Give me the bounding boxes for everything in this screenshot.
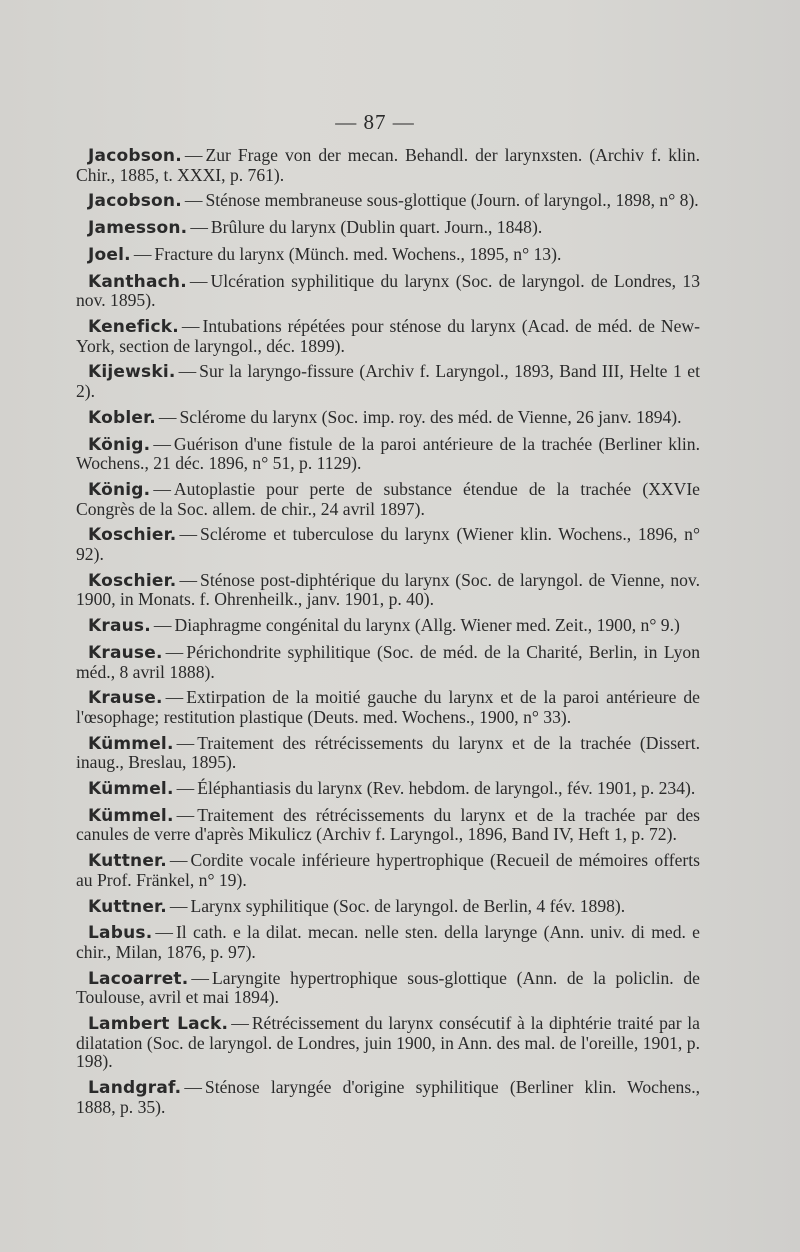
entry-text: Larynx syphilitique (Soc. de laryngol. de Berlin, 4 fév. 1898).	[190, 895, 626, 916]
entry-author: Kümmel.	[88, 733, 174, 754]
entry-text: Fracture du larynx (Münch. med. Wochens., 1895, n° 13).	[154, 243, 562, 264]
entry-author: Kraus.	[88, 616, 151, 637]
bibliography-entry: Kümmel. — Traitement des rétrécissements du larynx et de la trachée (Dissert. inaug., Breslau, 1895).	[76, 732, 700, 773]
bibliography-entry: Krause. — Extirpation de la moitié gauche du larynx et de la paroi antérieure de l'œsophage; restitution plastique (Deuts. med. Wochens., 1900, n° 33).	[76, 687, 700, 727]
entry-author: Kenefick.	[88, 317, 179, 338]
bibliography-entry: Koschier. — Sténose post-diphtérique du larynx (Soc. de laryngol. de Vienne, nov. 1900, in Monats. f. Ohrenheilk., janv. 1901, p. 40).	[76, 569, 700, 610]
entry-text: Sur la laryngo-fissure (Archiv f. Laryngol., 1893, Band III, Helte 1 et 2).	[76, 361, 700, 402]
bibliography-entry: Labus. — Il cath. e la dilat. mecan. nelle sten. della larynge (Ann. univ. di med. e chir., Milan, 1876, p. 97).	[76, 922, 700, 962]
entry-author: Kümmel.	[88, 805, 174, 826]
entry-author: Lacoarret.	[88, 968, 189, 989]
bibliography-entry: Koschier. — Sclérome et tuberculose du larynx (Wiener klin. Wochens., 1896, n° 92).	[76, 524, 700, 564]
bibliography-entry: Kijewski. — Sur la laryngo-fissure (Archiv f. Laryngol., 1893, Band III, Helte 1 et 2).	[76, 361, 700, 402]
entry-author: Landgraf.	[88, 1078, 182, 1099]
entry-text: Traitement des rétrécissements du larynx et de la trachée (Dissert. inaug., Breslau, 1895).	[76, 732, 700, 773]
entry-author: Joel.	[88, 244, 131, 265]
entry-text: Traitement des rétrécissements du larynx et de la trachée par des canules de verre d'après Mikulicz (Archiv f. Laryngol., 1896, Band IV, Heft 1, p. 72).	[76, 804, 700, 845]
bibliography-entry: Kenefick. — Intubations répétées pour sténose du larynx (Acad. de méd. de New-York, section de laryngol., déc. 1899).	[76, 316, 700, 356]
entry-text: Périchondrite syphilitique (Soc. de méd. de la Charité, Berlin, in Lyon méd., 8 avril 1888).	[76, 641, 700, 682]
entry-author: Kuttner.	[88, 851, 167, 872]
entry-text: Sténose post-diphtérique du larynx (Soc. de laryngol. de Vienne, nov. 1900, in Monats. f. Ohrenheilk., janv. 1901, p. 40).	[76, 569, 700, 610]
entry-text: Cordite vocale inférieure hypertrophique (Recueil de mémoires offerts au Prof. Fränkel, n° 19).	[76, 850, 700, 890]
entry-author: Jacobson.	[88, 191, 182, 212]
entry-author: Kanthach.	[88, 271, 187, 292]
entry-text: Laryngite hypertrophique sous-glottique (Ann. de la policlin. de Toulouse, avril et mai 1894).	[76, 967, 700, 1008]
bibliography-list	[76, 146, 700, 1123]
bibliography-entry: Kuttner. — Cordite vocale inférieure hypertrophique (Recueil de mémoires offerts au Prof. Fränkel, n° 19).	[76, 850, 700, 890]
bibliography-entry: Jacobson. — Zur Frage von der mecan. Behandl. der larynxsten. (Archiv f. klin. Chir., 1885, t. XXXI, p. 761).	[76, 145, 700, 185]
entry-text: Rétrécissement du larynx consécutif à la diphtérie traité par la dilatation (Soc. de laryngol. de Londres, juin 1900, in Ann. des mal. de l'oreille, 1901, p. 198).	[76, 1013, 700, 1072]
entry-author: Jamesson.	[88, 218, 188, 239]
entry-author: Krause.	[88, 688, 163, 709]
entry-text: Zur Frage von der mecan. Behandl. der larynxsten. (Archiv f. klin. Chir., 1885, t. XXXI, p. 761).	[76, 145, 700, 185]
entry-author: Jacobson.	[88, 146, 182, 166]
entry-author: König.	[88, 434, 151, 455]
bibliography-entry: Kuttner. — Larynx syphilitique (Soc. de laryngol. de Berlin, 4 fév. 1898).	[88, 895, 626, 917]
bibliography-entry: Joel. — Fracture du larynx (Münch. med. Wochens., 1895, n° 13).	[88, 243, 562, 265]
entry-text: Autoplastie pour perte de substance étendue de la trachée (XXVIe Congrès de la Soc. allem. de chir., 24 avril 1897).	[76, 479, 700, 519]
entry-author: Krause.	[88, 642, 163, 663]
entry-text: Diaphragme congénital du larynx (Allg. Wiener med. Zeit., 1900, n° 9.)	[174, 615, 680, 636]
entry-text: Sténose laryngée d'origine syphilitique (Berliner klin. Wochens., 1888, p. 35).	[76, 1077, 700, 1117]
bibliography-entry: Kobler. — Sclérome du larynx (Soc. imp. roy. des méd. de Vienne, 26 janv. 1894).	[88, 406, 682, 428]
page-number: — 87 —	[335, 110, 415, 134]
entry-author: Kuttner.	[88, 896, 167, 917]
entry-author: Koschier.	[88, 570, 177, 591]
bibliography-entry: Kanthach. — Ulcération syphilitique du larynx (Soc. de laryngol. de Londres, 13 nov. 1895).	[76, 270, 700, 311]
entry-text: Guérison d'une fistule de la paroi antérieure de la trachée (Berliner klin. Wochens., 21 déc. 1896, n° 51, p. 1129).	[76, 433, 700, 474]
bibliography-entry: Lambert Lack. — Rétrécissement du larynx consécutif à la diphtérie traité par la dilatation (Soc. de laryngol. de Londres, juin 1900, in Ann. des mal. de l'oreille, 1901, p. 198).	[76, 1013, 700, 1072]
entry-text: Extirpation de la moitié gauche du larynx et de la paroi antérieure de l'œsophage; restitution plastique (Deuts. med. Wochens., 1900, n° 33).	[76, 687, 700, 727]
entry-text: Il cath. e la dilat. mecan. nelle sten. della larynge (Ann. univ. di med. e chir., Milan, 1876, p. 97).	[76, 922, 700, 962]
entry-author: Kijewski.	[88, 362, 176, 383]
bibliography-entry: Kümmel. — Traitement des rétrécissements du larynx et de la trachée par des canules de verre d'après Mikulicz (Archiv f. Laryngol., 1896, Band IV, Heft 1, p. 72).	[76, 804, 700, 845]
entry-author: Labus.	[88, 923, 153, 944]
bibliography-entry: Jacobson. — Sténose membraneuse sous-glottique (Journ. of laryngol., 1898, n° 8).	[88, 190, 699, 212]
entry-author: Kobler.	[88, 407, 156, 428]
entry-author: Kümmel.	[88, 779, 174, 800]
bibliography-entry: Krause. — Périchondrite syphilitique (Soc. de méd. de la Charité, Berlin, in Lyon méd., 8 avril 1888).	[76, 641, 700, 682]
entry-author: König.	[88, 480, 151, 500]
entry-text: Intubations répétées pour sténose du larynx (Acad. de méd. de New-York, section de laryngol., déc. 1899).	[76, 316, 700, 356]
entry-text: Brûlure du larynx (Dublin quart. Journ., 1848).	[210, 217, 543, 238]
entry-author: Lambert Lack.	[88, 1014, 229, 1035]
entry-author: Koschier.	[88, 525, 177, 546]
entry-text: Sténose membraneuse sous-glottique (Journ. of laryngol., 1898, n° 8).	[205, 190, 699, 211]
entry-text: Sclérome et tuberculose du larynx (Wiener klin. Wochens., 1896, n° 92).	[76, 524, 700, 564]
bibliography-entry: König. — Guérison d'une fistule de la paroi antérieure de la trachée (Berliner klin. Wochens., 21 déc. 1896, n° 51, p. 1129).	[76, 433, 700, 474]
bibliography-entry: Jamesson. — Brûlure du larynx (Dublin quart. Journ., 1848).	[88, 217, 543, 239]
entry-text: Éléphantiasis du larynx (Rev. hebdom. de laryngol., fév. 1901, p. 234).	[197, 778, 696, 799]
bibliography-entry: Lacoarret. — Laryngite hypertrophique sous-glottique (Ann. de la policlin. de Toulouse, avril et mai 1894).	[76, 967, 700, 1008]
entry-text: Ulcération syphilitique du larynx (Soc. de laryngol. de Londres, 13 nov. 1895).	[76, 270, 700, 311]
bibliography-entry: Kümmel. — Éléphantiasis du larynx (Rev. hebdom. de laryngol., fév. 1901, p. 234).	[88, 778, 696, 800]
bibliography-entry: Landgraf. — Sténose laryngée d'origine syphilitique (Berliner klin. Wochens., 1888, p. 35).	[76, 1077, 700, 1117]
entry-text: Sclérome du larynx (Soc. imp. roy. des méd. de Vienne, 26 janv. 1894).	[179, 406, 682, 427]
bibliography-entry: König. — Autoplastie pour perte de substance étendue de la trachée (XXVIe Congrès de la Soc. allem. de chir., 24 avril 1897).	[76, 479, 700, 519]
bibliography-entry: Kraus. — Diaphragme congénital du larynx (Allg. Wiener med. Zeit., 1900, n° 9.)	[88, 615, 680, 637]
